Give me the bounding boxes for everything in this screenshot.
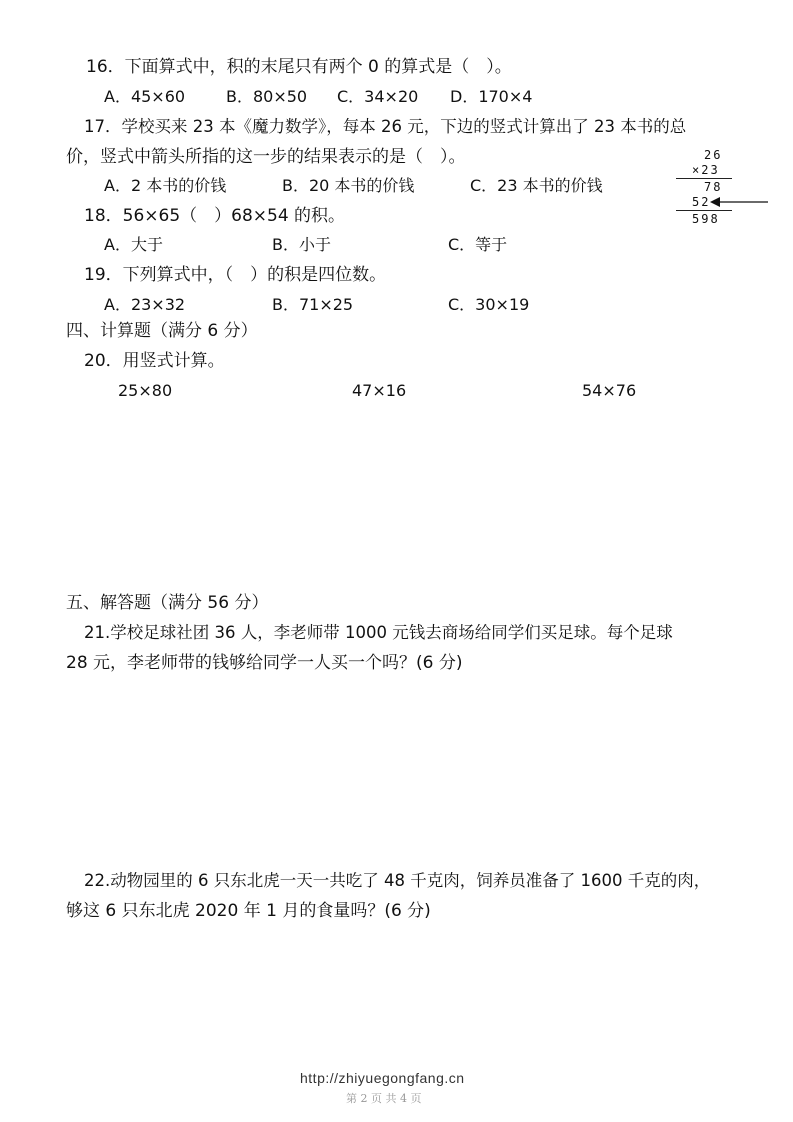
q20-expression-1: 25×80: [118, 381, 173, 400]
q18-option-c: C．等于: [448, 235, 508, 254]
vertical-multiplier: ×23: [692, 163, 720, 177]
q18-option-b: B．小于: [272, 235, 331, 254]
q17-option-b: B．20 本书的价钱: [282, 176, 415, 195]
q17-text-line1: 17．学校买来 23 本《魔力数学》，每本 26 元，下边的竖式计算出了 23 本书的总: [84, 117, 687, 136]
q20-expression-3: 54×76: [582, 381, 637, 400]
q16-option-d: D．170×4: [450, 87, 533, 106]
q18-text: 18．56×65（ ）68×54 的积。: [84, 206, 346, 226]
section-5-heading: 五、解答题（满分 56 分）: [66, 593, 269, 613]
vertical-partial-product-1: 78: [704, 180, 723, 194]
vertical-product: 598: [692, 212, 720, 226]
q17-vertical-calculation: [668, 146, 768, 230]
footer-page-number: 第 2 页 共 4 页: [346, 1092, 422, 1105]
footer-url: http://zhiyuegongfang.cn: [300, 1070, 465, 1086]
q19-option-c: C．30×19: [448, 295, 530, 314]
q16-option-b: B．80×50: [226, 87, 308, 106]
vertical-rule-1: [676, 178, 732, 179]
q17-text-line2: 价，竖式中箭头所指的这一步的结果表示的是（ ）。: [66, 147, 466, 167]
q18-option-a: A．大于: [104, 235, 163, 254]
vertical-multiplicand: 26: [704, 148, 723, 162]
q19-option-b: B．71×25: [272, 295, 354, 314]
q16-option-c: C．34×20: [337, 87, 419, 106]
q17-option-a: A．2 本书的价钱: [104, 176, 227, 195]
q16-text: 16．下面算式中，积的末尾只有两个 0 的算式是（ ）。: [86, 57, 512, 77]
q19-text: 19．下列算式中，（ ）的积是四位数。: [84, 265, 387, 285]
q21-text-line1: 21.学校足球社团 36 人，李老师带 1000 元钱去商场给同学们买足球。每个足球: [84, 623, 673, 642]
q19-option-a: A．23×32: [104, 295, 186, 314]
vertical-partial-product-2: 52: [692, 195, 711, 209]
q22-text-line2: 够这 6 只东北虎 2020 年 1 月的食量吗？(6 分): [66, 901, 431, 921]
vertical-rule-2: [676, 210, 732, 211]
section-4-heading: 四、计算题（满分 6 分）: [66, 321, 258, 341]
q22-text-line1: 22.动物园里的 6 只东北虎一天一共吃了 48 千克肉，饲养员准备了 1600 千克的肉，: [84, 871, 711, 890]
q16-option-a: A．45×60: [104, 87, 186, 106]
q17-option-c: C．23 本书的价钱: [470, 176, 603, 195]
q20-expression-2: 47×16: [352, 381, 407, 400]
q21-text-line2: 28 元，李老师带的钱够给同学一人买一个吗？(6 分): [66, 653, 463, 673]
arrow-left-icon: [710, 196, 770, 208]
q20-text: 20．用竖式计算。: [84, 351, 225, 371]
